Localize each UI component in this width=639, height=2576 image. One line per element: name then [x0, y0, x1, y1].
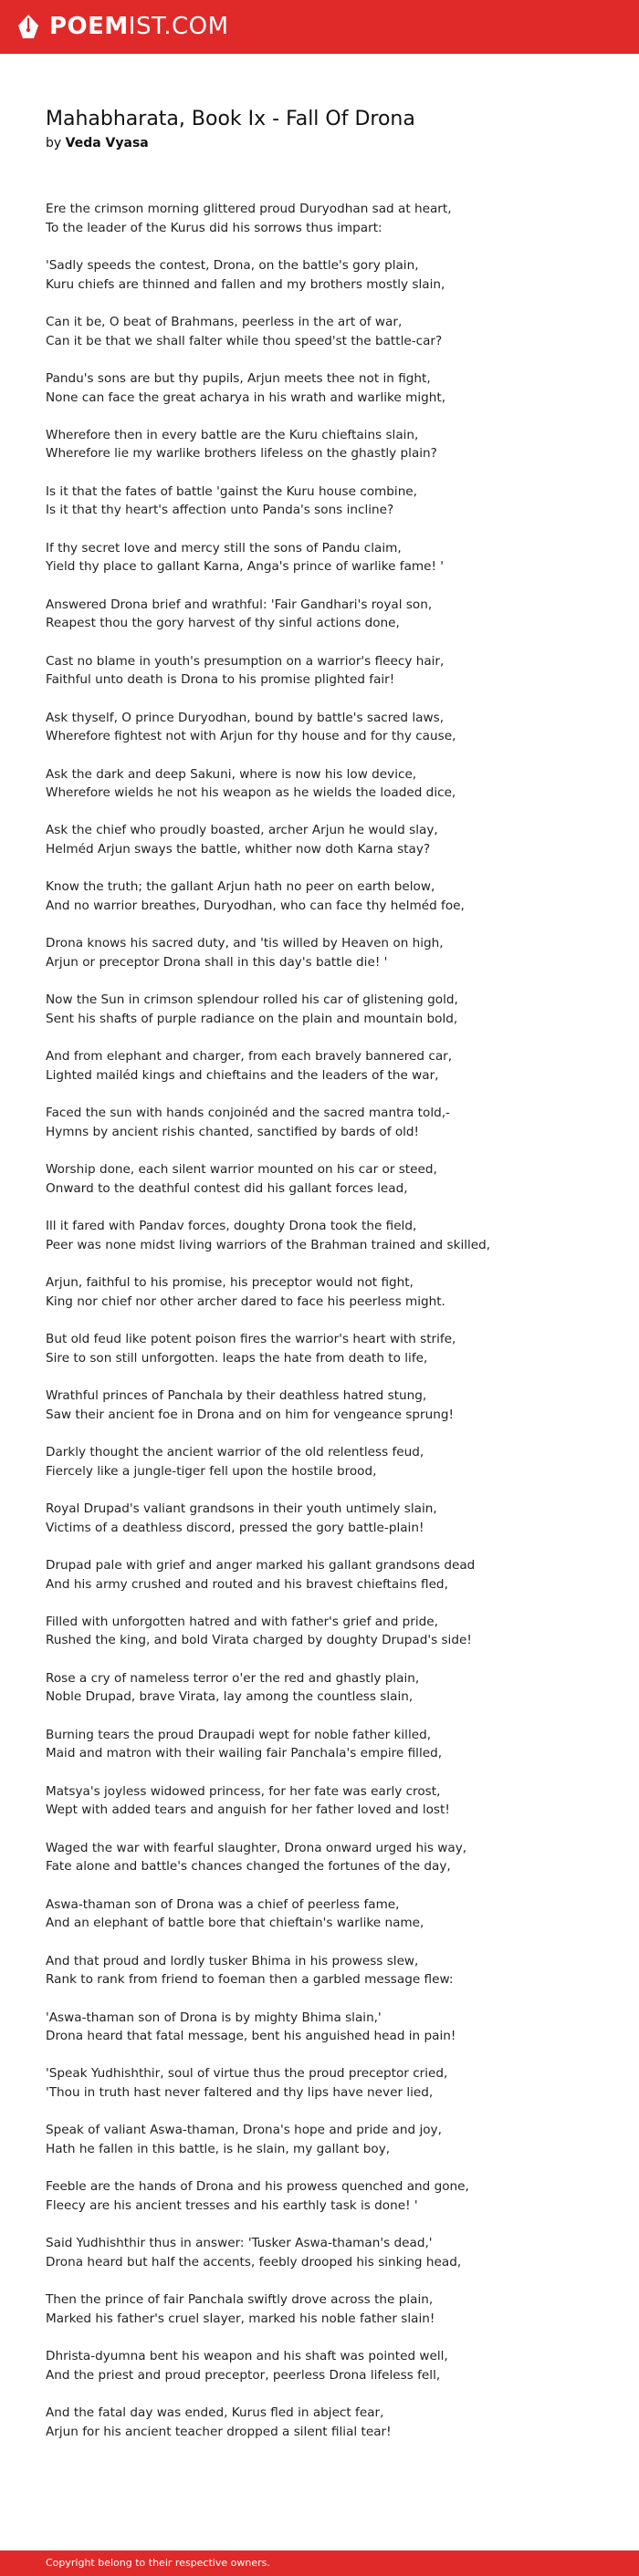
poem-line: Arjun, faithful to his promise, his preceptor would not fight, — [46, 1275, 414, 1291]
site-footer — [0, 2550, 639, 2576]
poem-line: Fiercely like a jungle-tiger fell upon the hostile brood, — [46, 1463, 377, 1479]
poem-stanza — [46, 2064, 612, 2102]
poem-line: Drona heard but half the accents, feebly drooped his sinking head, — [46, 2254, 462, 2270]
poem-stanza — [46, 1217, 612, 1254]
poem-line: Matsya's joyless widowed princess, for her fate was early crost, — [46, 1783, 441, 1799]
poem-line: Wherefore lie my warlike brothers lifeless on the ghastly plain? — [46, 446, 437, 462]
poem-line: But old feud like potent poison fires the warrior's heart with strife, — [46, 1332, 456, 1347]
poem-line: And no warrior breathes, Duryodhan, who can face thy helméd foe, — [46, 898, 465, 914]
poem-line: King nor chief nor other archer dared to face his peerless might. — [46, 1293, 445, 1309]
poem-body — [46, 200, 612, 2460]
poem-line: To the leader of the Kurus did his sorrows thus impart: — [46, 220, 382, 235]
poem-line: Speak of valiant Aswa-thaman, Drona's hope and pride and joy, — [46, 2123, 442, 2138]
poem-line: Worship done, each silent warrior mounted on his car or steed, — [46, 1162, 437, 1178]
poem-stanza — [46, 1613, 612, 1650]
poem-line: Hath he fallen in this battle, is he slain, my gallant boy, — [46, 2142, 391, 2157]
poem-line: Wept with added tears and anguish for her father loved and lost! — [46, 1802, 450, 1818]
poem-line: Now the Sun in crimson splendour rolled his car of glistening gold, — [46, 992, 458, 1008]
poem-stanza — [46, 539, 612, 576]
poem-line: Waged the war with fearful slaughter, Drona onward urged his way, — [46, 1840, 467, 1855]
poem-stanza — [46, 2234, 612, 2271]
poem-line: Sent his shafts of purple radiance on the plain and mountain bold, — [46, 1012, 458, 1026]
poem-line: Burning tears the proud Draupadi wept for noble father killed, — [46, 1727, 432, 1742]
poem-line: Arjun for his ancient teacher dropped a silent filial tear! — [46, 2424, 392, 2439]
author-link[interactable]: Veda Vyasa — [65, 136, 149, 151]
poem-stanza — [46, 1500, 612, 1537]
poem-stanza — [46, 483, 612, 520]
poem-line: Fate alone and battle's chances changed the fortunes of the day, — [46, 1859, 451, 1875]
poem-line: And his army crushed and routed and his bravest chieftains fled, — [46, 1576, 448, 1592]
poem-stanza — [46, 2121, 612, 2158]
poem-line: Wherefore wields he not his weapon as he wields the loaded dice, — [46, 785, 456, 801]
poem-line: And an elephant of battle bore that chieftain's warlike name, — [46, 1916, 424, 1931]
poem-stanza — [46, 2009, 612, 2046]
poem-stanza — [46, 821, 612, 858]
poem-stanza — [46, 1104, 612, 1141]
poem-line: Fleecy are his ancient tresses and his earthly task is done! ' — [46, 2198, 418, 2214]
poem-line: 'Speak Yudhishthir, soul of virtue thus the proud preceptor cried, — [46, 2066, 448, 2082]
poem-stanza — [46, 1443, 612, 1480]
poem-line: Can it be that we shall falter while thou speed'st the battle-car? — [46, 333, 443, 348]
poem-line: Darkly thought the ancient warrior of the old relentless feud, — [46, 1444, 424, 1459]
pen-nib-icon — [18, 15, 38, 38]
poem-stanza — [46, 200, 612, 237]
poem-line: Reapest thou the gory harvest of thy sinful actions done, — [46, 616, 400, 631]
poem-line: If thy secret love and mercy still the sons of Pandu claim, — [46, 540, 402, 556]
poem-line: Ask the chief who proudly boasted, archer Arjun he would slay, — [46, 823, 438, 838]
poem-line: And the priest and proud preceptor, peerless Drona lifeless fell, — [46, 2367, 441, 2383]
byline-prefix: by — [46, 136, 62, 151]
poem-line: Then the prince of fair Panchala swiftly drove across the plain, — [46, 2292, 434, 2308]
poem-stanza — [46, 369, 612, 407]
poem-stanza — [46, 2290, 612, 2328]
poem-line: Yield thy place to gallant Karna, Anga's prince of warlike fame! ' — [46, 559, 445, 575]
poem-stanza — [46, 652, 612, 690]
poem-line: Sire to son still unforgotten. leaps the hate from death to life, — [46, 1350, 428, 1366]
copyright-notice: Copyright belong to their respective owners. — [46, 2557, 270, 2569]
poem-byline — [46, 135, 149, 151]
poem-line: Is it that thy heart's affection unto Panda's sons incline? — [46, 503, 394, 518]
poem-line: Dhrista-dyumna bent his weapon and his shaft was pointed well, — [46, 2349, 448, 2364]
poem-line: Ask thyself, O prince Duryodhan, bound by battle's sacred laws, — [46, 710, 445, 725]
poem-line: Kuru chiefs are thinned and fallen and my brothers mostly slain, — [46, 276, 445, 292]
poem-stanza — [46, 934, 612, 971]
poem-line: Filled with unforgotten hatred and with father's grief and pride, — [46, 1614, 438, 1629]
poem-stanza — [46, 1726, 612, 1763]
poem-stanza — [46, 1556, 612, 1594]
poem-line: Noble Drupad, brave Virata, lay among the countless slain, — [46, 1689, 414, 1705]
poem-line: 'Thou in truth hast never faltered and thy lips have never lied, — [46, 2085, 434, 2101]
poem-line: Faced the sun with hands conjoinéd and the sacred mantra told,- — [46, 1106, 450, 1121]
poem-line: Drupad pale with grief and anger marked his gallant grandsons dead — [46, 1557, 476, 1573]
poem-stanza — [46, 313, 612, 350]
poem-line: Lighted mailéd kings and chieftains and the leaders of the war, — [46, 1067, 439, 1083]
poem-stanza — [46, 2347, 612, 2384]
poem-line: Saw their ancient foe in Drona and on him for vengeance sprung! — [46, 1407, 454, 1422]
poem-line: Cast no blame in youth's presumption on a warrior's fleecy hair, — [46, 653, 445, 669]
poem-stanza — [46, 2177, 612, 2215]
poem-stanza — [46, 2404, 612, 2441]
poem-line: Aswa-thaman son of Drona was a chief of peerless fame, — [46, 1896, 400, 1912]
poem-stanza — [46, 1330, 612, 1367]
poem-stanza — [46, 1047, 612, 1085]
poem-line: And that proud and lordly tusker Bhima in his prowess slew, — [46, 1953, 419, 1968]
poem-line: Ere the crimson morning glittered proud Duryodhan sad at heart, — [46, 202, 452, 216]
poem-line: Is it that the fates of battle 'gainst the Kuru house combine, — [46, 483, 417, 499]
poem-line: And from elephant and charger, from each bravely bannered car, — [46, 1049, 453, 1065]
poem-stanza — [46, 1669, 612, 1707]
poem-line: Rushed the king, and bold Virata charged by doughty Drupad's side! — [46, 1633, 472, 1648]
poem-stanza — [46, 991, 612, 1028]
poem-line: Maid and matron with their wailing fair Panchala's empire filled, — [46, 1746, 443, 1761]
poem-line: Know the truth; the gallant Arjun hath no peer on earth below, — [46, 879, 435, 895]
poem-stanza — [46, 1782, 612, 1820]
poem-line: Peer was none midst living warriors of the Brahman trained and skilled, — [46, 1237, 491, 1252]
poem-line: Victims of a deathless discord, pressed the gory battle-plain! — [46, 1520, 424, 1535]
poem-stanza — [46, 426, 612, 463]
site-name — [49, 15, 229, 38]
poem-line: Rank to rank from friend to foeman then a garbled message flew: — [46, 1972, 454, 1988]
poem-line: Faithful unto death is Drona to his promise plighted fair! — [46, 672, 395, 688]
poem-stanza — [46, 765, 612, 803]
poem-line: Drona heard that fatal message, bent his anguished head in pain! — [46, 2029, 456, 2044]
poem-stanza — [46, 596, 612, 633]
poem-line: Pandu's sons are but thy pupils, Arjun meets thee not in fight, — [46, 370, 431, 386]
site-header — [0, 0, 639, 54]
site-logo[interactable] — [18, 15, 229, 38]
poem-line: Said Yudhishthir thus in answer: 'Tusker Aswa-thaman's dead,' — [46, 2236, 433, 2251]
poem-line: Answered Drona brief and wrathful: 'Fair Gandhari's royal son, — [46, 597, 433, 612]
poem-line: Ill it fared with Pandav forces, doughty Drona took the field, — [46, 1219, 417, 1234]
poem-line: Drona knows his sacred duty, and 'tis willed by Heaven on high, — [46, 936, 444, 951]
poem-line: 'Sadly speeds the contest, Drona, on the battle's gory plain, — [46, 257, 419, 273]
poem-line: Rose a cry of nameless terror o'er the red and ghastly plain, — [46, 1670, 420, 1686]
poem-line: Hymns by ancient rishis chanted, sanctified by bards of old! — [46, 1124, 420, 1139]
poem-line: Marked his father's cruel slayer, marked his noble father slain! — [46, 2311, 435, 2326]
poem-line: And the fatal day was ended, Kurus fled in abject fear, — [46, 2405, 384, 2421]
poem-line: Ask the dark and deep Sakuni, where is now his low device, — [46, 766, 417, 782]
poem-line: Can it be, O beat of Brahmans, peerless in the art of war, — [46, 314, 403, 329]
poem-line: None can face the great acharya in his wrath and warlike might, — [46, 390, 446, 405]
poem-line: Royal Drupad's valiant grandsons in their youth untimely slain, — [46, 1501, 437, 1516]
poem-stanza — [46, 1273, 612, 1311]
poem-stanza — [46, 256, 612, 294]
poem-stanza — [46, 1839, 612, 1876]
poem-title: Mahabharata, Book Ix - Fall Of Drona — [46, 108, 415, 130]
poem-stanza — [46, 1160, 612, 1198]
poem-stanza — [46, 1387, 612, 1424]
poem-line: Helméd Arjun sways the battle, whither now doth Karna stay? — [46, 842, 431, 857]
site-name-light: IST.COM — [128, 13, 229, 40]
poem-line: Wrathful princes of Panchala by their deathless hatred stung, — [46, 1388, 427, 1404]
poem-line: Onward to the deathful contest did his gallant forces lead, — [46, 1180, 408, 1196]
poem-stanza — [46, 1896, 612, 1933]
poem-line: Wherefore then in every battle are the Kuru chieftains slain, — [46, 427, 419, 442]
site-name-bold: POEM — [49, 13, 129, 40]
poem-line: Feeble are the hands of Drona and his prowess quenched and gone, — [46, 2179, 469, 2195]
poem-stanza — [46, 1952, 612, 1989]
poem-line: Wherefore fightest not with Arjun for thy house and for thy cause, — [46, 729, 456, 744]
poem-line: 'Aswa-thaman son of Drona is by mighty Bhima slain,' — [46, 2010, 382, 2025]
poem-stanza — [46, 709, 612, 746]
poem-stanza — [46, 878, 612, 915]
poem-line: Arjun or preceptor Drona shall in this day's battle die! ' — [46, 955, 388, 971]
